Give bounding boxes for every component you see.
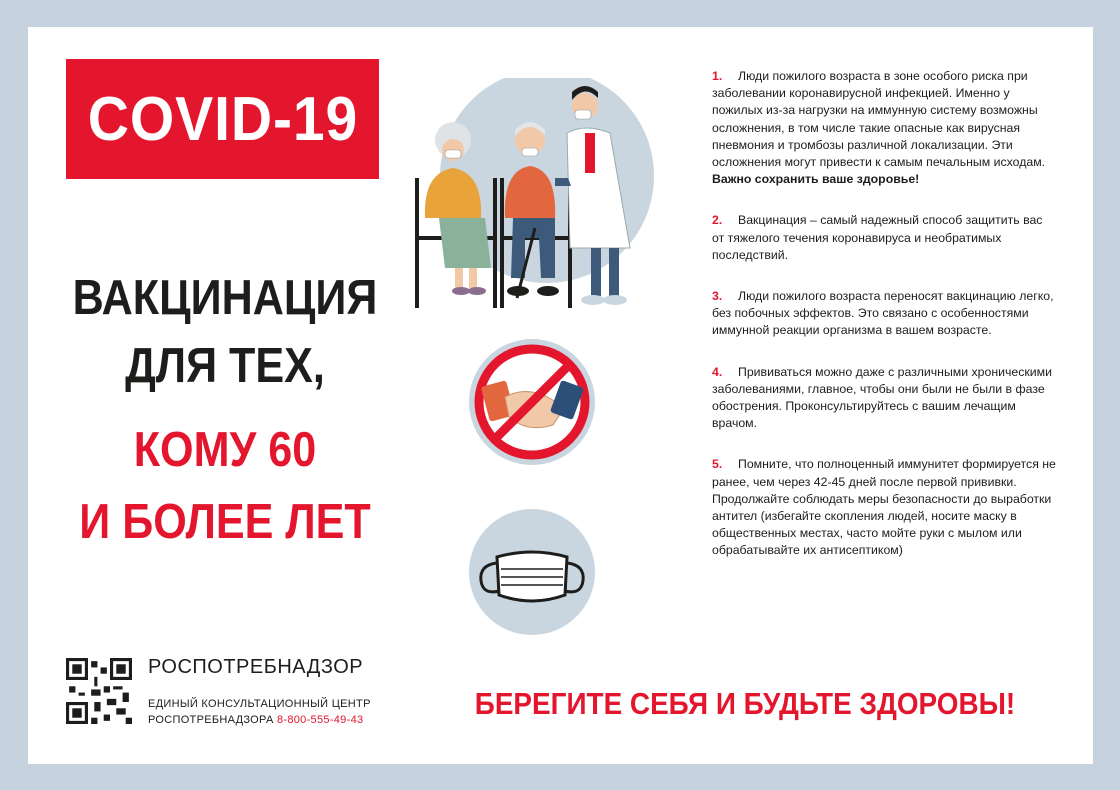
- qr-code: [66, 658, 132, 724]
- covid-badge-text: COVID-19: [87, 84, 358, 154]
- face-mask-icon: [467, 507, 597, 637]
- list-item: 3. Люди пожилого возраста переносят вакцинацию легко, без побочных эффектов. Это связано с особенностями иммунной реакции организма в вашем возрасте.: [712, 289, 1054, 338]
- headline-line-3: КОМУ 60: [133, 423, 317, 477]
- list-item: 2. Вакцинация – самый надежный способ защитить вас от тяжелого течения коронавируса и необратимых последствий.: [712, 213, 1043, 262]
- list-item: 4. Прививаться можно даже с различными хроническими заболеваниями, главное, чтобы они были не были в фазе обострения. Проконсультируйтесь с вашим лечащим врачом.: [712, 364, 1052, 431]
- no-handshake-icon: [467, 337, 597, 467]
- headline-line-1: ВАКЦИНАЦИЯ: [72, 271, 378, 325]
- headline-line-2: ДЛЯ ТЕХ,: [125, 339, 325, 393]
- headline-line-4: И БОЛЕЕ ЛЕТ: [79, 495, 371, 549]
- covid-badge: [66, 59, 379, 179]
- org-name: РОСПОТРЕБНАДЗОР: [148, 656, 364, 678]
- list-item: 5. Помните, что полноценный иммунитет формируется не ранее, чем через 42-45 дней после первой прививки. Продолжайте соблюдать меры безопасности до выработки антител (избегайте скопления людей, носите маску в общественных местах, часто мойте руки с мылом или обрабатывайте их антисептиком): [712, 457, 1056, 558]
- consult-center: ЕДИНЫЙ КОНСУЛЬТАЦИОННЫЙ ЦЕНТР РОСПОТРЕБНАДЗОРА 8-800-555-49-43: [148, 698, 371, 726]
- slogan: БЕРЕГИТЕ СЕБЯ И БУДЬТЕ ЗДОРОВЫ!: [474, 686, 1016, 721]
- list-item: 1. Люди пожилого возраста в зоне особого риска при заболевании коронавирусной инфекцией. Именно у пожилых из-за нагрузки на иммунную систему возможны осложнения, в том числе такие опасные как вирусная пневмония и тромбозы различной локализации. Эти осложнения могут привести к самым печальным исходам. Важно сохранить ваше здоровье!: [712, 69, 1046, 187]
- vaccination-illustration: [405, 78, 670, 313]
- phone-number[interactable]: 8-800-555-49-43: [276, 714, 364, 726]
- info-list: [712, 68, 1057, 584]
